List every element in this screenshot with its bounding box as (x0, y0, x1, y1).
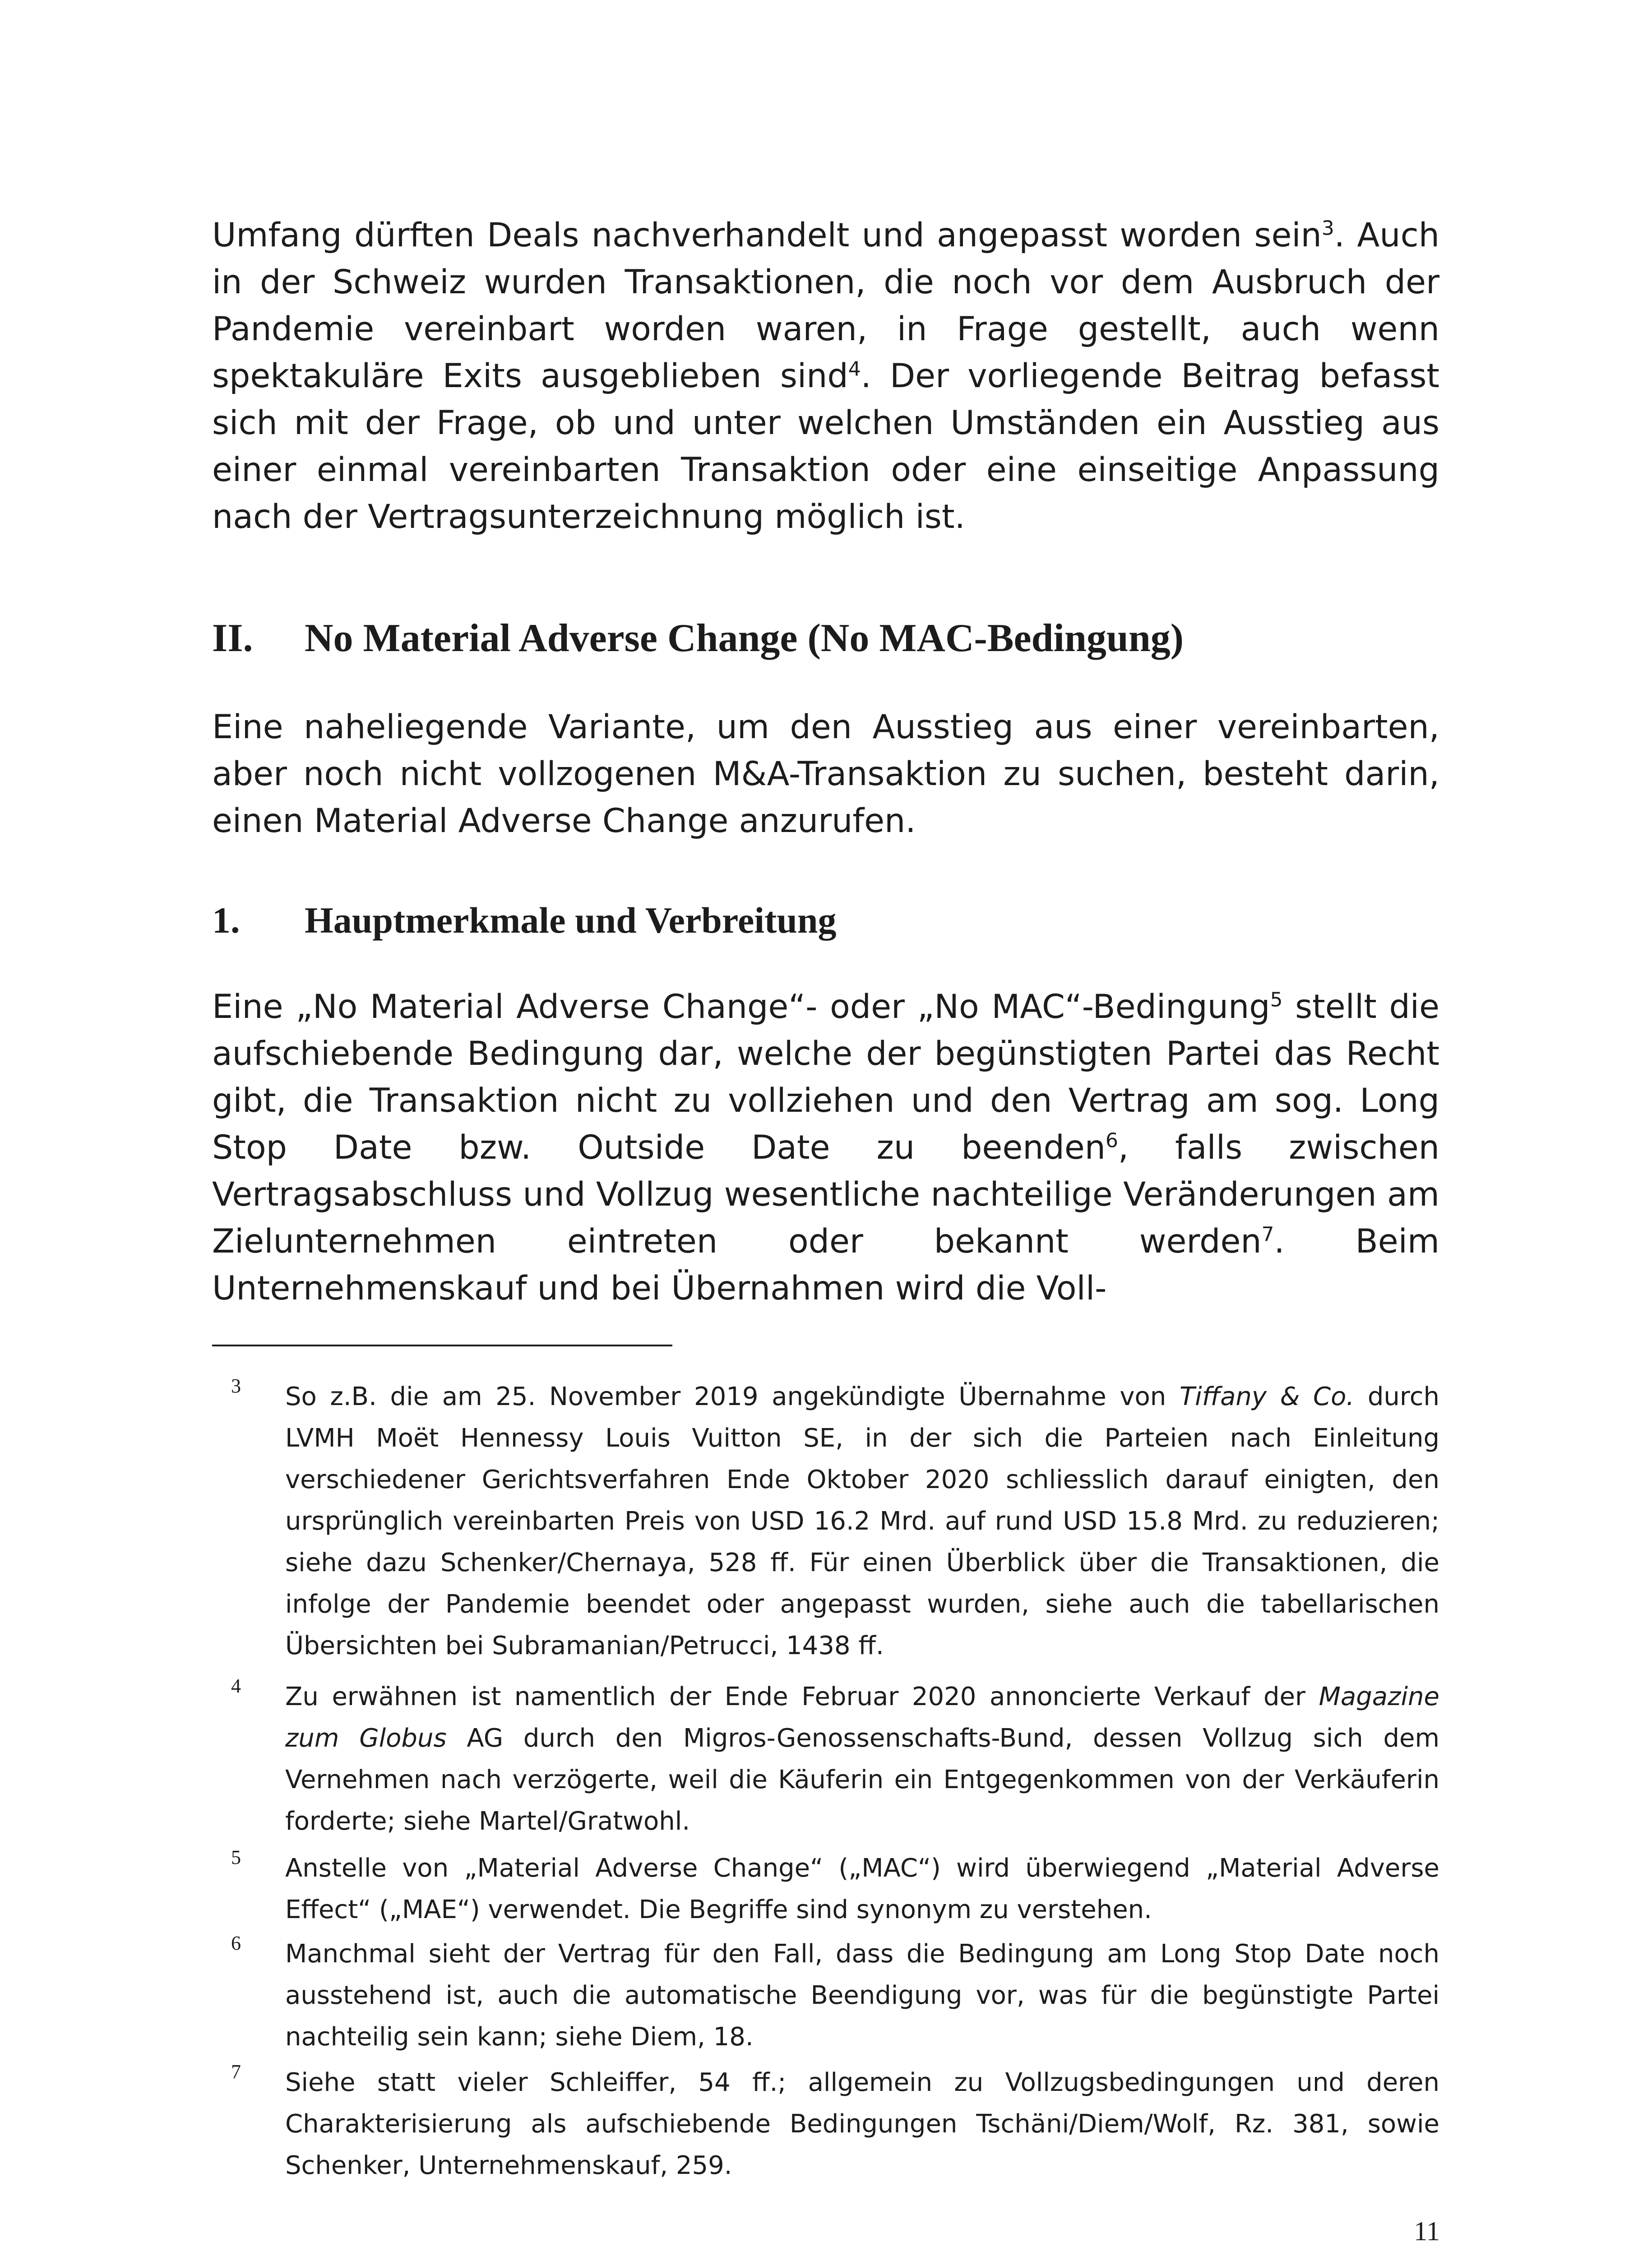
footnote-text (285, 1933, 1439, 2058)
sub-text-1: Eine „No Material Adverse Change“- oder „No MAC“-Bedingung (212, 988, 1270, 1026)
footnote-6 (212, 1933, 1439, 2058)
subsection-number: 1. (212, 900, 240, 941)
footnote-text-part: AG durch den Migros-Genossenschafts-Bund, dessen Vollzug sich dem Vernehmen nach verzögerte, weil die Käuferin ein Entgegenkommen von der Verkäuferin forderte; siehe Martel/Gratwohl. (285, 1724, 1439, 1836)
footnote-ref-5[interactable]: 5 (1270, 988, 1283, 1012)
footnote-number: 3 (231, 1375, 241, 1397)
footnote-number: 6 (231, 1932, 241, 1954)
footnote-italic-title: Magazine zum Globus (285, 1682, 1439, 1753)
footnote-text-part: So z.B. die am 25. November 2019 angekündigte Übernahme von (285, 1382, 1180, 1411)
intro-text-3: . Der vorliegende Beitrag befasst sich mit der Frage, ob und unter welchen Umständen ein Ausstieg aus einer einmal vereinbarten Transaktion oder eine einseitige Anpassung nach der Vertragsunterzeichnung möglich ist. (212, 357, 1439, 536)
footnote-divider (212, 1345, 672, 1346)
footnote-text-part: Manchmal sieht der Vertrag für den Fall, dass die Bedingung am Long Stop Date noch ausstehend ist, auch die automatische Beendigung vor, was für die begünstigte Partei nachteilig sein kann; siehe Diem, 18. (285, 1939, 1439, 2052)
footnote-text (285, 1376, 1439, 1667)
sub-text-2: stellt die aufschiebende Bedingung dar, welche der begünstigten Partei das Recht gibt, die Transaktion nicht zu vollziehen und den Vertrag am sog. Long Stop Date bzw. Outside Date zu beenden (212, 988, 1439, 1167)
sub-text-4: . Beim Unternehmenskauf und bei Übernahmen wird die Voll- (212, 1222, 1439, 1308)
footnote-text (285, 1676, 1439, 1842)
page-number: 11 (1414, 2216, 1440, 2246)
sub-text-3: , falls zwischen Vertragsabschluss und Vollzug wesentliche nachteilige Veränderungen am Zielunternehmen eintreten oder bekannt werden (212, 1128, 1439, 1261)
section-heading (212, 614, 1439, 663)
footnote-number: 5 (231, 1846, 241, 1868)
footnote-text-part: Anstelle von „Material Adverse Change“ („MAC“) wird überwiegend „Material Adverse Effect“ („MAE“) verwendet. Die Begriffe sind synonym zu verstehen. (285, 1854, 1439, 1924)
footnote-3 (212, 1376, 1439, 1667)
footnote-4 (212, 1676, 1439, 1842)
footnote-7 (212, 2062, 1439, 2187)
footnote-ref-7[interactable]: 7 (1261, 1223, 1274, 1246)
footnote-text-part: Siehe statt vieler Schleiffer, 54 ff.; allgemein zu Vollzugsbedingungen und deren Charakterisierung als aufschiebende Bedingungen Tschäni/Diem/Wolf, Rz. 381, sowie Schenker, Unternehmenskauf, 259. (285, 2068, 1439, 2180)
footnote-text-part: Zu erwähnen ist namentlich der Ende Februar 2020 annoncierte Verkauf der (285, 1682, 1319, 1711)
footnote-italic-title: Tiffany & Co. (1179, 1382, 1355, 1411)
footnote-ref-6[interactable]: 6 (1106, 1129, 1118, 1152)
footnote-number: 7 (231, 2061, 241, 2083)
footnote-ref-3[interactable]: 3 (1321, 217, 1334, 240)
footnote-5 (212, 1848, 1439, 1931)
footnote-text (285, 1848, 1439, 1931)
intro-text-2: . Auch in der Schweiz wurden Transaktionen, die noch vor dem Ausbruch der Pandemie vereinbart worden waren, in Frage gestellt, auch wenn spektakuläre Exits ausgeblieben sind (212, 216, 1439, 395)
section-title: No Material Adverse Change (No MAC-Bedingung) (305, 616, 1184, 660)
section-paragraph-text: Eine naheliegende Variante, um den Ausstieg aus einer vereinbarten, aber noch nicht vollzogenen M&A-Transaktion zu suchen, besteht darin, einen Material Adverse Change anzurufen. (212, 708, 1439, 840)
subsection-heading (212, 896, 1439, 945)
footnote-ref-4[interactable]: 4 (848, 357, 861, 381)
subsection-title: Hauptmerkmale und Verbreitung (305, 900, 837, 941)
footnote-number: 4 (231, 1675, 241, 1697)
footnote-text (285, 2062, 1439, 2187)
footnote-text-part: durch LVMH Moët Hennessy Louis Vuitton SE, in der sich die Parteien nach Einleitung verschiedener Gerichtsverfahren Ende Oktober 2020 schliesslich darauf einigten, den ursprünglich vereinbarten Preis von USD 16.2 Mrd. auf rund USD 15.8 Mrd. zu reduzieren; siehe dazu Schenker/Chernaya, 528 ff. Für einen Überblick über die Transaktionen, die infolge der Pandemie beendet oder angepasst wurden, siehe auch die tabellarischen Übersichten bei Subramanian/Petrucci, 1438 ff. (285, 1382, 1439, 1660)
section-paragraph (212, 704, 1439, 845)
subsection-paragraph (212, 984, 1439, 1312)
intro-text-1: Umfang dürften Deals nachverhandelt und angepasst worden sein (212, 216, 1322, 254)
intro-paragraph (212, 212, 1439, 541)
section-number: II. (212, 616, 253, 660)
